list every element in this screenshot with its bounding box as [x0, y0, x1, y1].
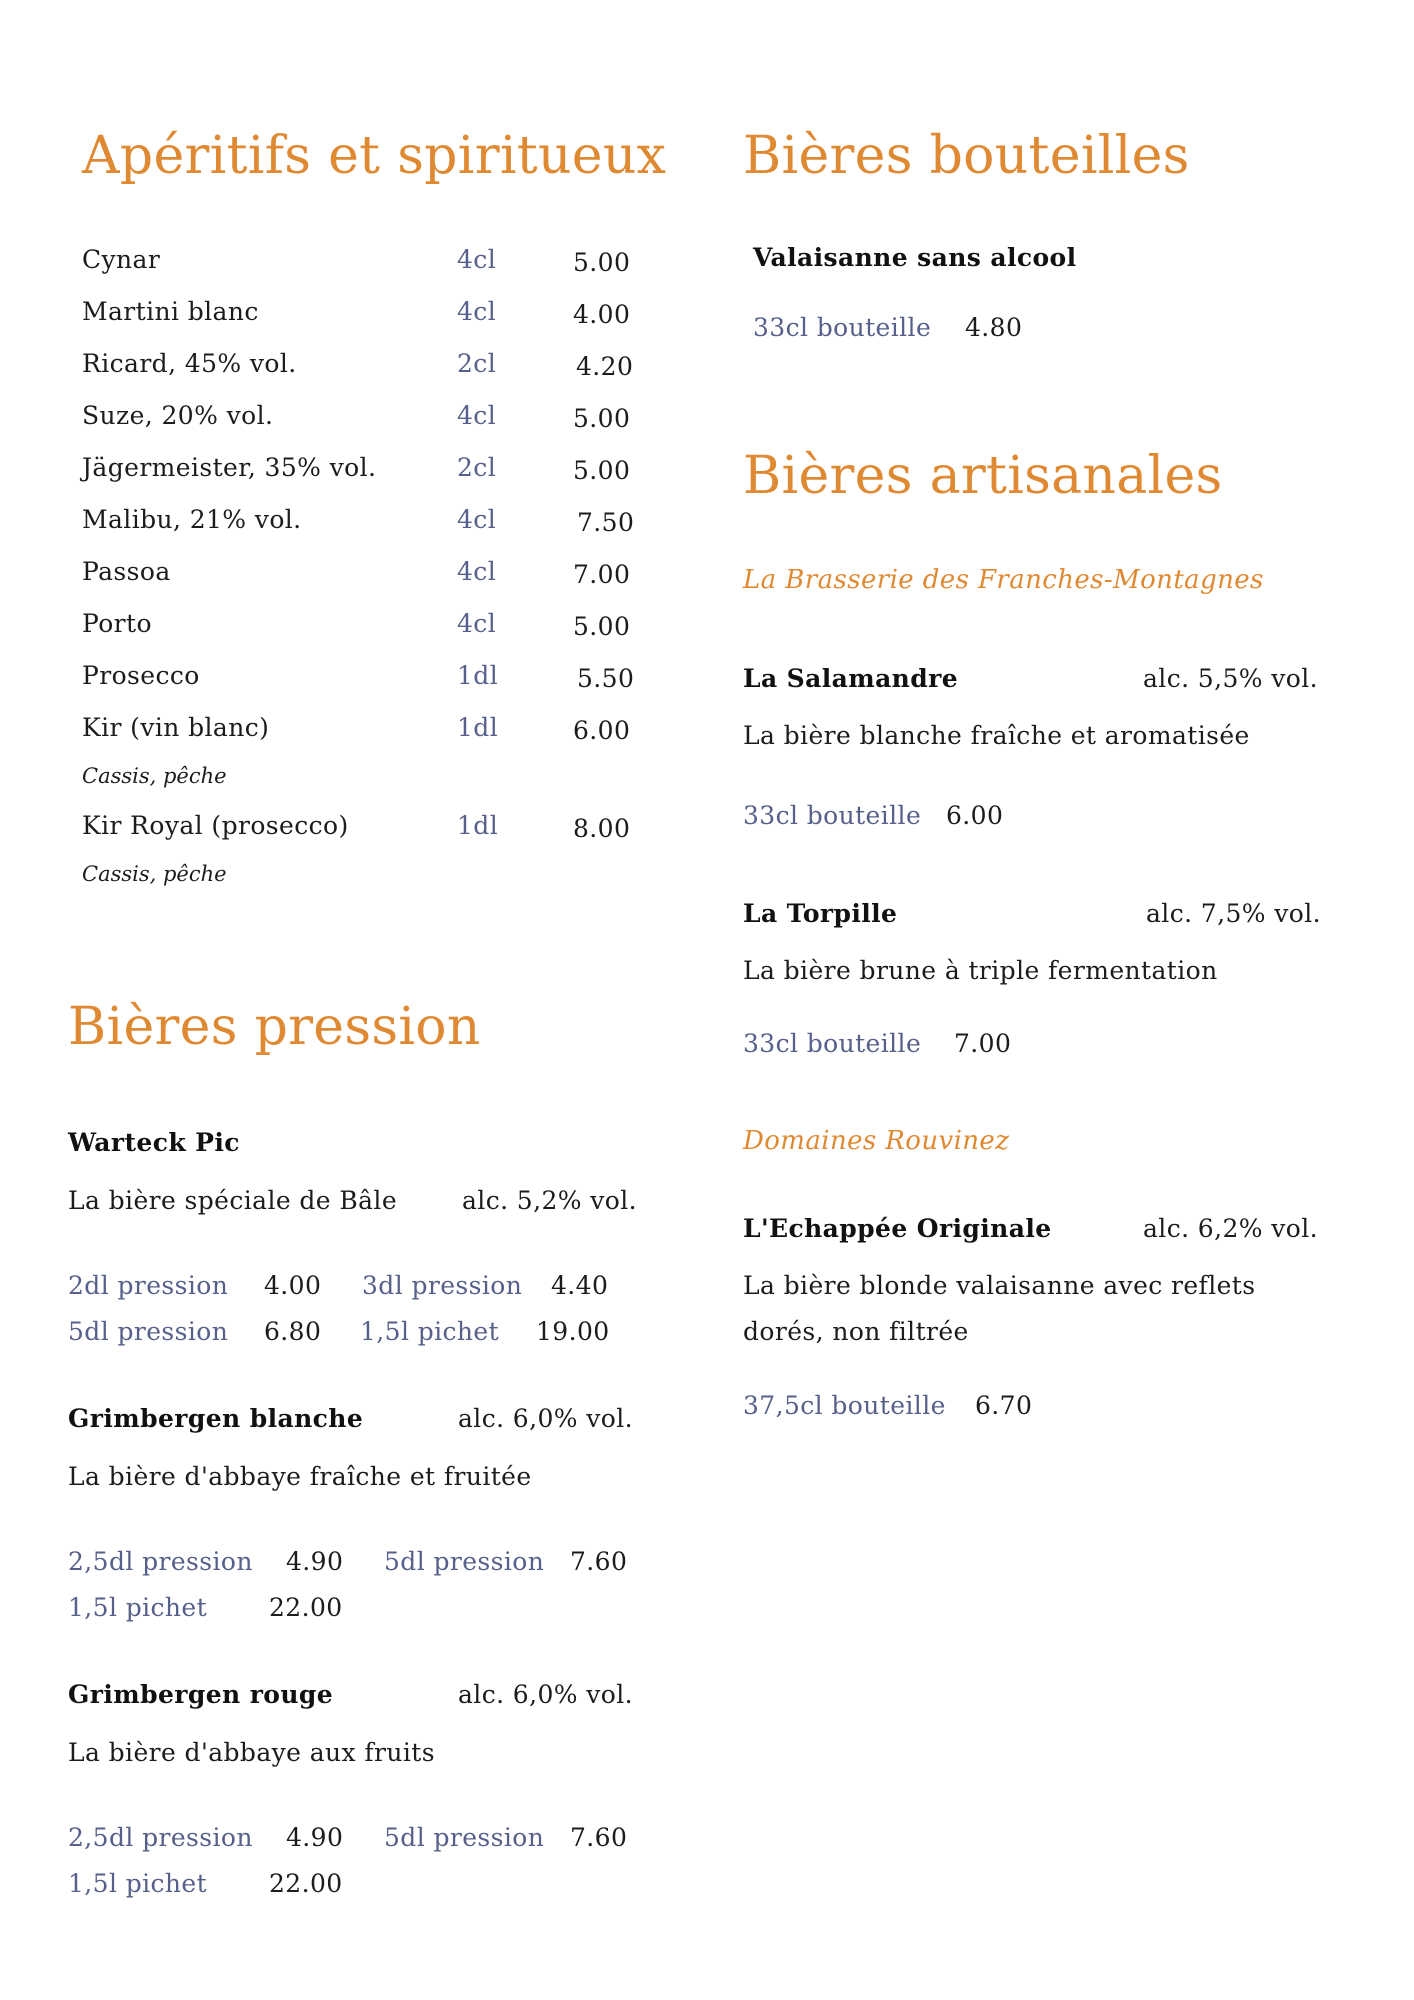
price-label: 2,5dl pression	[68, 1823, 253, 1852]
aperitif-name: Kir Royal (prosecco)	[82, 811, 349, 840]
aperitif-price: 7.00	[573, 560, 631, 589]
aperitif-price: 5.00	[573, 612, 631, 641]
aperitif-qty: 2cl	[457, 349, 497, 378]
price-value: 22.00	[269, 1593, 343, 1622]
aperitif-name: Suze, 20% vol.	[82, 401, 274, 430]
price-label: 3dl pression	[362, 1271, 523, 1300]
price-label: 2dl pression	[68, 1271, 229, 1300]
beer-name: Warteck Pic	[68, 1128, 240, 1157]
aperitif-name: Porto	[82, 609, 152, 638]
beer-description: La bière spéciale de Bâle	[68, 1186, 398, 1215]
price-value: 7.60	[570, 1823, 628, 1852]
aperitif-name: Malibu, 21% vol.	[82, 505, 302, 534]
aperitif-price: 5.00	[573, 248, 631, 277]
aperitif-qty: 1dl	[457, 811, 499, 840]
beer-name: Grimbergen rouge	[68, 1680, 334, 1709]
beer-name: La Torpille	[743, 899, 898, 928]
aperitif-qty: 4cl	[457, 297, 497, 326]
beer-name: Valaisanne sans alcool	[753, 243, 1077, 272]
price-label: 1,5l pichet	[68, 1869, 208, 1898]
price-value: 6.00	[946, 801, 1004, 830]
aperitif-qty: 1dl	[457, 661, 499, 690]
price-value: 4.80	[965, 313, 1023, 342]
price-value: 4.90	[286, 1823, 344, 1852]
beer-alcohol: alc. 7,5% vol.	[1146, 899, 1321, 928]
aperitif-note: Cassis, pêche	[82, 764, 227, 788]
price-value: 6.80	[264, 1317, 322, 1346]
aperitif-name: Kir (vin blanc)	[82, 713, 270, 742]
aperitif-price: 5.50	[577, 664, 635, 693]
aperitif-name: Prosecco	[82, 661, 200, 690]
aperitif-qty: 4cl	[457, 401, 497, 430]
aperitif-name: Passoa	[82, 557, 171, 586]
beer-description: dorés, non filtrée	[743, 1317, 969, 1346]
section-title-aperitifs: Apéritifs et spiritueux	[82, 126, 667, 186]
section-title-bouteilles: Bières bouteilles	[743, 126, 1190, 186]
beer-alcohol: alc. 5,5% vol.	[1143, 664, 1318, 693]
aperitif-name: Jägermeister, 35% vol.	[82, 453, 377, 482]
price-value: 4.00	[264, 1271, 322, 1300]
aperitif-price: 5.00	[573, 404, 631, 433]
aperitif-qty: 4cl	[457, 557, 497, 586]
price-label: 37,5cl bouteille	[743, 1391, 946, 1420]
aperitif-name: Ricard, 45% vol.	[82, 349, 297, 378]
aperitif-qty: 2cl	[457, 453, 497, 482]
price-label: 5dl pression	[384, 1823, 545, 1852]
section-title-artisanales: Bières artisanales	[743, 446, 1223, 506]
aperitif-price: 8.00	[573, 814, 631, 843]
price-value: 6.70	[975, 1391, 1033, 1420]
beer-description: La bière blonde valaisanne avec reflets	[743, 1271, 1256, 1300]
beer-name: Grimbergen blanche	[68, 1404, 364, 1433]
beer-description: La bière d'abbaye fraîche et fruitée	[68, 1462, 532, 1491]
beer-alcohol: alc. 5,2% vol.	[462, 1186, 637, 1215]
brewery-name: Domaines Rouvinez	[743, 1126, 1010, 1156]
price-value: 4.40	[551, 1271, 609, 1300]
price-value: 7.00	[954, 1029, 1012, 1058]
beer-name: La Salamandre	[743, 664, 959, 693]
section-title-pression: Bières pression	[68, 997, 481, 1057]
aperitif-qty: 1dl	[457, 713, 499, 742]
aperitif-qty: 4cl	[457, 505, 497, 534]
beer-description: La bière brune à triple fermentation	[743, 956, 1218, 985]
aperitif-price: 4.00	[573, 300, 631, 329]
beer-alcohol: alc. 6,2% vol.	[1143, 1214, 1318, 1243]
price-label: 1,5l pichet	[360, 1317, 500, 1346]
aperitif-price: 5.00	[573, 456, 631, 485]
aperitif-name: Martini blanc	[82, 297, 259, 326]
price-label: 1,5l pichet	[68, 1593, 208, 1622]
beer-description: La bière blanche fraîche et aromatisée	[743, 721, 1250, 750]
price-label: 33cl bouteille	[743, 1029, 922, 1058]
price-value: 7.60	[570, 1547, 628, 1576]
aperitif-price: 4.20	[576, 352, 634, 381]
beer-alcohol: alc. 6,0% vol.	[458, 1404, 633, 1433]
aperitif-price: 6.00	[573, 716, 631, 745]
price-label: 5dl pression	[384, 1547, 545, 1576]
price-value: 19.00	[536, 1317, 610, 1346]
aperitif-price: 7.50	[577, 508, 635, 537]
aperitif-name: Cynar	[82, 245, 161, 274]
price-label: 33cl bouteille	[743, 801, 922, 830]
price-label: 33cl bouteille	[753, 313, 932, 342]
price-value: 22.00	[269, 1869, 343, 1898]
aperitif-note: Cassis, pêche	[82, 862, 227, 886]
aperitif-qty: 4cl	[457, 245, 497, 274]
beer-alcohol: alc. 6,0% vol.	[458, 1680, 633, 1709]
brewery-name: La Brasserie des Franches-Montagnes	[743, 565, 1264, 595]
aperitif-qty: 4cl	[457, 609, 497, 638]
price-label: 5dl pression	[68, 1317, 229, 1346]
price-value: 4.90	[286, 1547, 344, 1576]
beer-name: L'Echappée Originale	[743, 1214, 1052, 1243]
price-label: 2,5dl pression	[68, 1547, 253, 1576]
beer-description: La bière d'abbaye aux fruits	[68, 1738, 435, 1767]
